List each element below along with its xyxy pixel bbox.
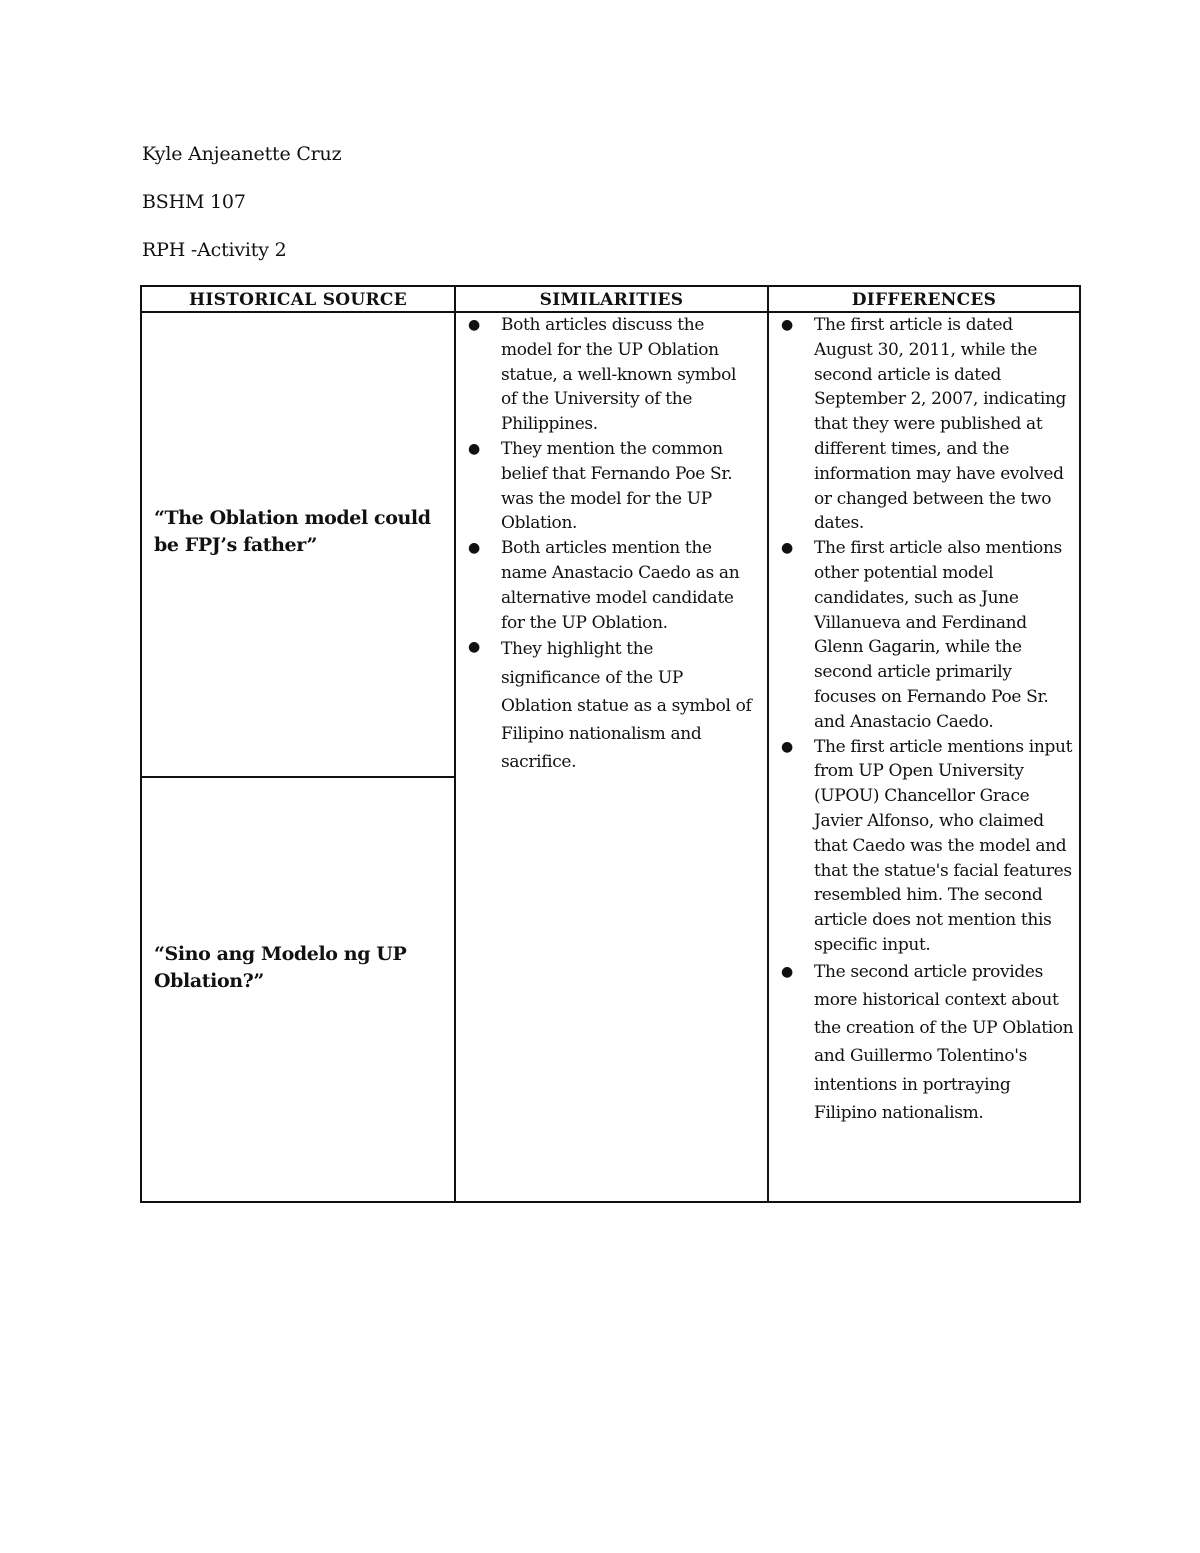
list-item: ● Both articles mention the name Anastacio Caedo as an alternative model candidate for the UP Oblation. [468, 538, 740, 633]
source-title-2: “Sino ang Modelo ng UP Oblation?” [154, 943, 407, 992]
source-title-1: “The Oblation model could be FPJ’s father” [154, 507, 431, 556]
bullet-icon: ● [468, 540, 480, 557]
similarities-list [456, 313, 756, 776]
bullet-icon: ● [468, 440, 480, 457]
bullet-icon: ● [781, 738, 793, 755]
course-code: BSHM 107 [142, 191, 246, 213]
bullet-icon: ● [781, 540, 793, 557]
bullet-icon: ● [781, 317, 793, 333]
list-item: ● They mention the common belief that Fernando Poe Sr. was the model for the UP Oblation. [468, 438, 733, 534]
column-header-similarities: SIMILARITIES [539, 290, 684, 310]
source-row-divider [142, 776, 455, 778]
comparison-table [140, 285, 1081, 1203]
list-item: ● The first article also mentions other potential model candidates, such as June Villanueva and Ferdinand Glenn Gagarin, while the second article primarily focuses on Fernando Poe Sr. and Anastacio Caedo. [781, 538, 1062, 732]
list-item: ● Both articles discuss the model for the UP Oblation statue, a well-known symbol of the University of the Philippines. [468, 315, 737, 435]
list-item: ● They highlight the significance of the UP Oblation statue as a symbol of Filipino nationalism and sacrifice. [456, 635, 756, 776]
differences-list [769, 313, 1075, 1127]
column-header-differences: DIFFERENCES [851, 290, 997, 310]
bullet-icon: ● [781, 963, 793, 980]
list-item: ● The second article provides more historical context about the creation of the UP Oblation and Guillermo Tolentino's intentions in portraying Filipino nationalism. [769, 958, 1075, 1127]
activity-title: RPH -Activity 2 [142, 239, 287, 261]
list-item: ● The first article is dated August 30, 2011, while the second article is dated September 2, 2007, indicating that they were published at different times, and the information may have evolved or changed between the two dates. [781, 315, 1067, 534]
column-header-historical-source: HISTORICAL SOURCE [188, 290, 408, 310]
bullet-icon: ● [468, 639, 480, 656]
list-item: ● The first article mentions input from UP Open University (UPOU) Chancellor Grace Javier Alfonso, who claimed that Caedo was the model and that the statue's facial features resembled him. The second article does not mention this specific input. [781, 736, 1073, 955]
student-name: Kyle Anjeanette Cruz [142, 143, 342, 165]
bullet-icon: ● [468, 317, 480, 333]
